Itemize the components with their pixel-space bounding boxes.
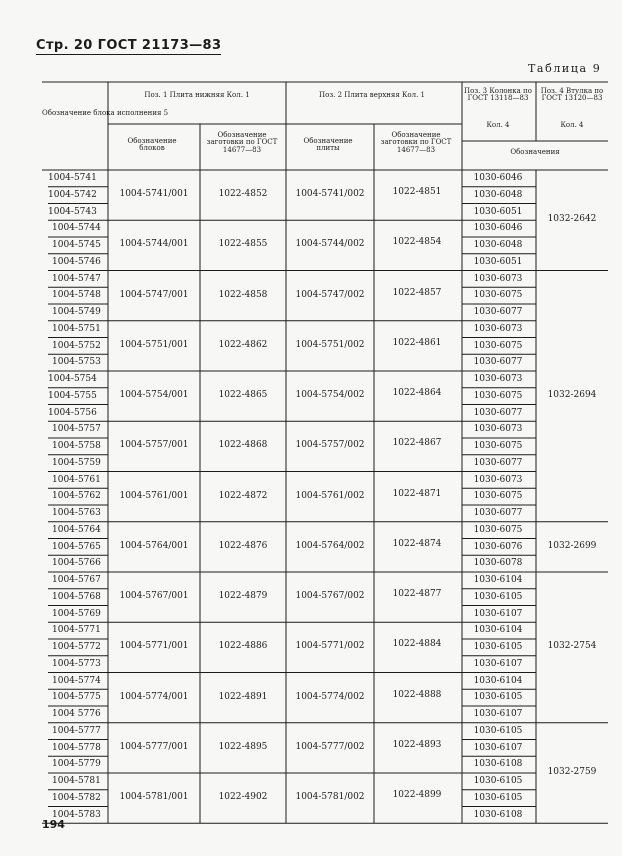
column-code-cell: 1030-6073 [473, 424, 523, 435]
column-code-cell: 1030-6075 [473, 290, 523, 301]
block-code-cell: 1004 5776 [52, 709, 101, 719]
lower-plate-block-cell: 1004-5741/001 [119, 189, 189, 200]
column-code-cell: 1030-6107 [473, 658, 523, 669]
lower-plate-blank-cell: 1022-4876 [218, 540, 268, 551]
upper-plate-blank-cell: 1022-4864 [392, 388, 442, 399]
column-code-cell: 1030-6046 [473, 173, 523, 183]
lower-plate-blank-cell: 1022-4902 [218, 792, 268, 803]
header-pos2-blank: Обозначение заготовки по ГОСТ 14677—83 [380, 131, 452, 154]
upper-plate-blank-cell: 1022-4874 [392, 538, 442, 549]
column-code-cell: 1030-6077 [473, 407, 523, 418]
block-code-cell: 1004-5767 [52, 575, 101, 585]
header-pos1-block: Обозначение блоков [127, 137, 177, 153]
block-code-cell: 1004-5766 [52, 558, 101, 569]
upper-plate-blank-cell: 1022-4877 [392, 589, 442, 600]
column-code-cell: 1030-6078 [473, 558, 523, 569]
lower-plate-block-cell: 1004-5771/001 [119, 641, 189, 652]
block-code-cell: 1004-5771 [52, 625, 101, 636]
page-number: 194 [42, 818, 65, 831]
upper-plate-cell: 1004-5764/002 [295, 540, 365, 551]
bushing-code-cell: 1032-2642 [547, 214, 597, 225]
block-code-cell: 1004-5755 [48, 390, 97, 401]
lower-plate-blank-cell: 1022-4862 [218, 339, 268, 350]
lower-plate-blank-cell: 1022-4865 [218, 390, 268, 401]
lower-plate-blank-cell: 1022-4872 [218, 490, 268, 501]
upper-plate-cell: 1004-5751/002 [295, 339, 365, 350]
column-code-cell: 1030-6105 [473, 692, 523, 703]
upper-plate-cell: 1004-5747/002 [295, 289, 365, 300]
column-code-cell: 1030-6075 [473, 524, 523, 535]
block-code-cell: 1004-5749 [52, 307, 101, 317]
column-code-cell: 1030-6073 [473, 273, 523, 284]
lower-plate-block-cell: 1004-5781/001 [119, 792, 189, 803]
upper-plate-cell: 1004-5774/002 [295, 691, 365, 702]
column-code-cell: 1030-6075 [473, 441, 523, 451]
lower-plate-blank-cell: 1022-4879 [218, 591, 268, 602]
block-code-cell: 1004-5775 [52, 692, 101, 703]
block-code-cell: 1004-5765 [52, 541, 101, 552]
block-code-cell: 1004-5762 [52, 491, 101, 502]
upper-plate-blank-cell: 1022-4861 [392, 337, 442, 348]
lower-plate-block-cell: 1004-5744/001 [119, 239, 189, 250]
column-code-cell: 1030-6104 [473, 625, 523, 636]
column-code-cell: 1030-6046 [473, 223, 523, 234]
block-code-cell: 1004-5745 [52, 240, 101, 250]
lower-plate-blank-cell: 1022-4891 [218, 691, 268, 702]
lower-plate-blank-cell: 1022-4852 [218, 189, 268, 200]
column-code-cell: 1030-6075 [473, 390, 523, 401]
upper-plate-cell: 1004-5744/002 [295, 239, 365, 250]
column-code-cell: 1030-6104 [473, 675, 523, 686]
header-pos3-qty: Кол. 4 [486, 121, 510, 129]
table-title: Таблица 9 [528, 62, 602, 75]
upper-plate-blank-cell: 1022-4884 [392, 639, 442, 650]
upper-plate-blank-cell: 1022-4893 [392, 739, 442, 750]
upper-plate-cell: 1004-5754/002 [295, 390, 365, 401]
upper-plate-blank-cell: 1022-4851 [392, 187, 442, 198]
bushing-code-cell: 1032-2754 [547, 641, 597, 652]
block-code-cell: 1004-5777 [52, 725, 101, 736]
block-code-cell: 1004-5741 [48, 173, 97, 183]
block-code-cell: 1004-5742 [48, 189, 97, 200]
column-code-cell: 1030-6108 [473, 809, 523, 820]
header-pos4: Поз. 4 Втулка по ГОСТ 13120—83 [540, 87, 604, 103]
header-pos4-qty: Кол. 4 [560, 121, 584, 129]
lower-plate-blank-cell: 1022-4868 [218, 440, 268, 451]
upper-plate-cell: 1004-5761/002 [295, 490, 365, 501]
column-code-cell: 1030-6077 [473, 357, 523, 368]
header-pos1: Поз. 1 Плита нижняя Кол. 1 [144, 91, 250, 99]
header-pos2-plate: Обозначение плиты [303, 137, 353, 153]
upper-plate-cell: 1004-5771/002 [295, 641, 365, 652]
column-code-cell: 1030-6105 [473, 725, 523, 736]
header-pos1-blank: Обозначение заготовки по ГОСТ 14677—83 [206, 131, 278, 154]
upper-plate-cell: 1004-5757/002 [295, 440, 365, 451]
lower-plate-blank-cell: 1022-4858 [218, 289, 268, 300]
block-code-cell: 1004-5754 [48, 374, 97, 384]
column-code-cell: 1030-6051 [473, 206, 523, 217]
page-header: Стр. 20 ГОСТ 21173—83 [36, 38, 222, 53]
header-block-designation: Обозначение блока исполнения 5 [42, 109, 169, 117]
column-code-cell: 1030-6105 [473, 642, 523, 652]
upper-plate-cell: 1004-5777/002 [295, 741, 365, 752]
column-code-cell: 1030-6107 [473, 742, 523, 753]
lower-plate-block-cell: 1004-5747/001 [119, 289, 189, 300]
block-code-cell: 1004-5751 [52, 323, 101, 334]
lower-plate-block-cell: 1004-5764/001 [119, 540, 189, 551]
block-code-cell: 1004-5764 [52, 524, 101, 535]
block-code-cell: 1004-5747 [52, 273, 101, 284]
lower-plate-blank-cell: 1022-4895 [218, 741, 268, 752]
column-code-cell: 1030-6073 [473, 323, 523, 334]
column-code-cell: 1030-6073 [473, 374, 523, 384]
block-code-cell: 1004-5772 [52, 642, 101, 652]
block-code-cell: 1004-5783 [52, 809, 101, 820]
upper-plate-blank-cell: 1022-4888 [392, 689, 442, 700]
upper-plate-blank-cell: 1022-4854 [392, 237, 442, 248]
bushing-code-cell: 1032-2694 [547, 390, 597, 401]
column-code-cell: 1030-6077 [473, 457, 523, 468]
upper-plate-blank-cell: 1022-4857 [392, 287, 442, 298]
block-code-cell: 1004-5769 [52, 608, 101, 619]
column-code-cell: 1030-6075 [473, 340, 523, 351]
block-code-cell: 1004-5748 [52, 290, 101, 301]
header-pos3: Поз. 3 Колонка по ГОСТ 13118—83 [464, 87, 532, 103]
block-code-cell: 1004-5781 [52, 776, 101, 786]
lower-plate-block-cell: 1004-5761/001 [119, 490, 189, 501]
block-code-cell: 1004-5774 [52, 675, 101, 686]
lower-plate-block-cell: 1004-5767/001 [119, 591, 189, 602]
column-code-cell: 1030-6105 [473, 776, 523, 786]
upper-plate-blank-cell: 1022-4871 [392, 488, 442, 499]
block-code-cell: 1004-5782 [52, 792, 101, 803]
block-code-cell: 1004-5763 [52, 508, 101, 518]
header-designations: Обозначения [510, 148, 560, 156]
block-code-cell: 1004-5752 [52, 340, 101, 351]
bushing-code-cell: 1032-2759 [547, 767, 597, 777]
column-code-cell: 1030-6107 [473, 709, 523, 719]
upper-plate-cell: 1004-5781/002 [295, 792, 365, 803]
block-code-cell: 1004-5778 [52, 742, 101, 753]
upper-plate-blank-cell: 1022-4867 [392, 438, 442, 449]
column-code-cell: 1030-6105 [473, 591, 523, 602]
upper-plate-cell: 1004-5767/002 [295, 591, 365, 602]
upper-plate-cell: 1004-5741/002 [295, 189, 365, 200]
block-code-cell: 1004-5757 [52, 424, 101, 435]
column-code-cell: 1030-6107 [473, 608, 523, 619]
block-code-cell: 1004-5744 [52, 223, 101, 234]
lower-plate-block-cell: 1004-5757/001 [119, 440, 189, 451]
block-code-cell: 1004-5743 [48, 206, 97, 217]
column-code-cell: 1030-6048 [473, 240, 523, 250]
upper-plate-blank-cell: 1022-4899 [392, 790, 442, 801]
block-code-cell: 1004-5753 [52, 357, 101, 368]
column-code-cell: 1030-6077 [473, 508, 523, 518]
lower-plate-block-cell: 1004-5777/001 [119, 741, 189, 752]
header-pos2: Поз. 2 Плита верхняя Кол. 1 [319, 91, 425, 99]
block-code-cell: 1004-5773 [52, 658, 101, 669]
column-code-cell: 1030-6077 [473, 307, 523, 317]
lower-plate-block-cell: 1004-5774/001 [119, 691, 189, 702]
block-code-cell: 1004-5761 [52, 474, 101, 485]
block-code-cell: 1004-5768 [52, 591, 101, 602]
column-code-cell: 1030-6075 [473, 491, 523, 502]
lower-plate-blank-cell: 1022-4855 [218, 239, 268, 250]
column-code-cell: 1030-6108 [473, 759, 523, 770]
lower-plate-block-cell: 1004-5754/001 [119, 390, 189, 401]
column-code-cell: 1030-6104 [473, 575, 523, 585]
lower-plate-block-cell: 1004-5751/001 [119, 339, 189, 350]
block-code-cell: 1004-5756 [48, 407, 97, 418]
column-code-cell: 1030-6051 [473, 256, 523, 267]
column-code-cell: 1030-6048 [473, 189, 523, 200]
bushing-code-cell: 1032-2699 [547, 540, 597, 551]
lower-plate-blank-cell: 1022-4886 [218, 641, 268, 652]
column-code-cell: 1030-6076 [473, 541, 523, 552]
block-code-cell: 1004-5779 [52, 759, 101, 770]
column-code-cell: 1030-6073 [473, 474, 523, 485]
block-code-cell: 1004-5759 [52, 457, 101, 468]
block-code-cell: 1004-5746 [52, 256, 101, 267]
block-code-cell: 1004-5758 [52, 441, 101, 451]
column-code-cell: 1030-6105 [473, 792, 523, 803]
